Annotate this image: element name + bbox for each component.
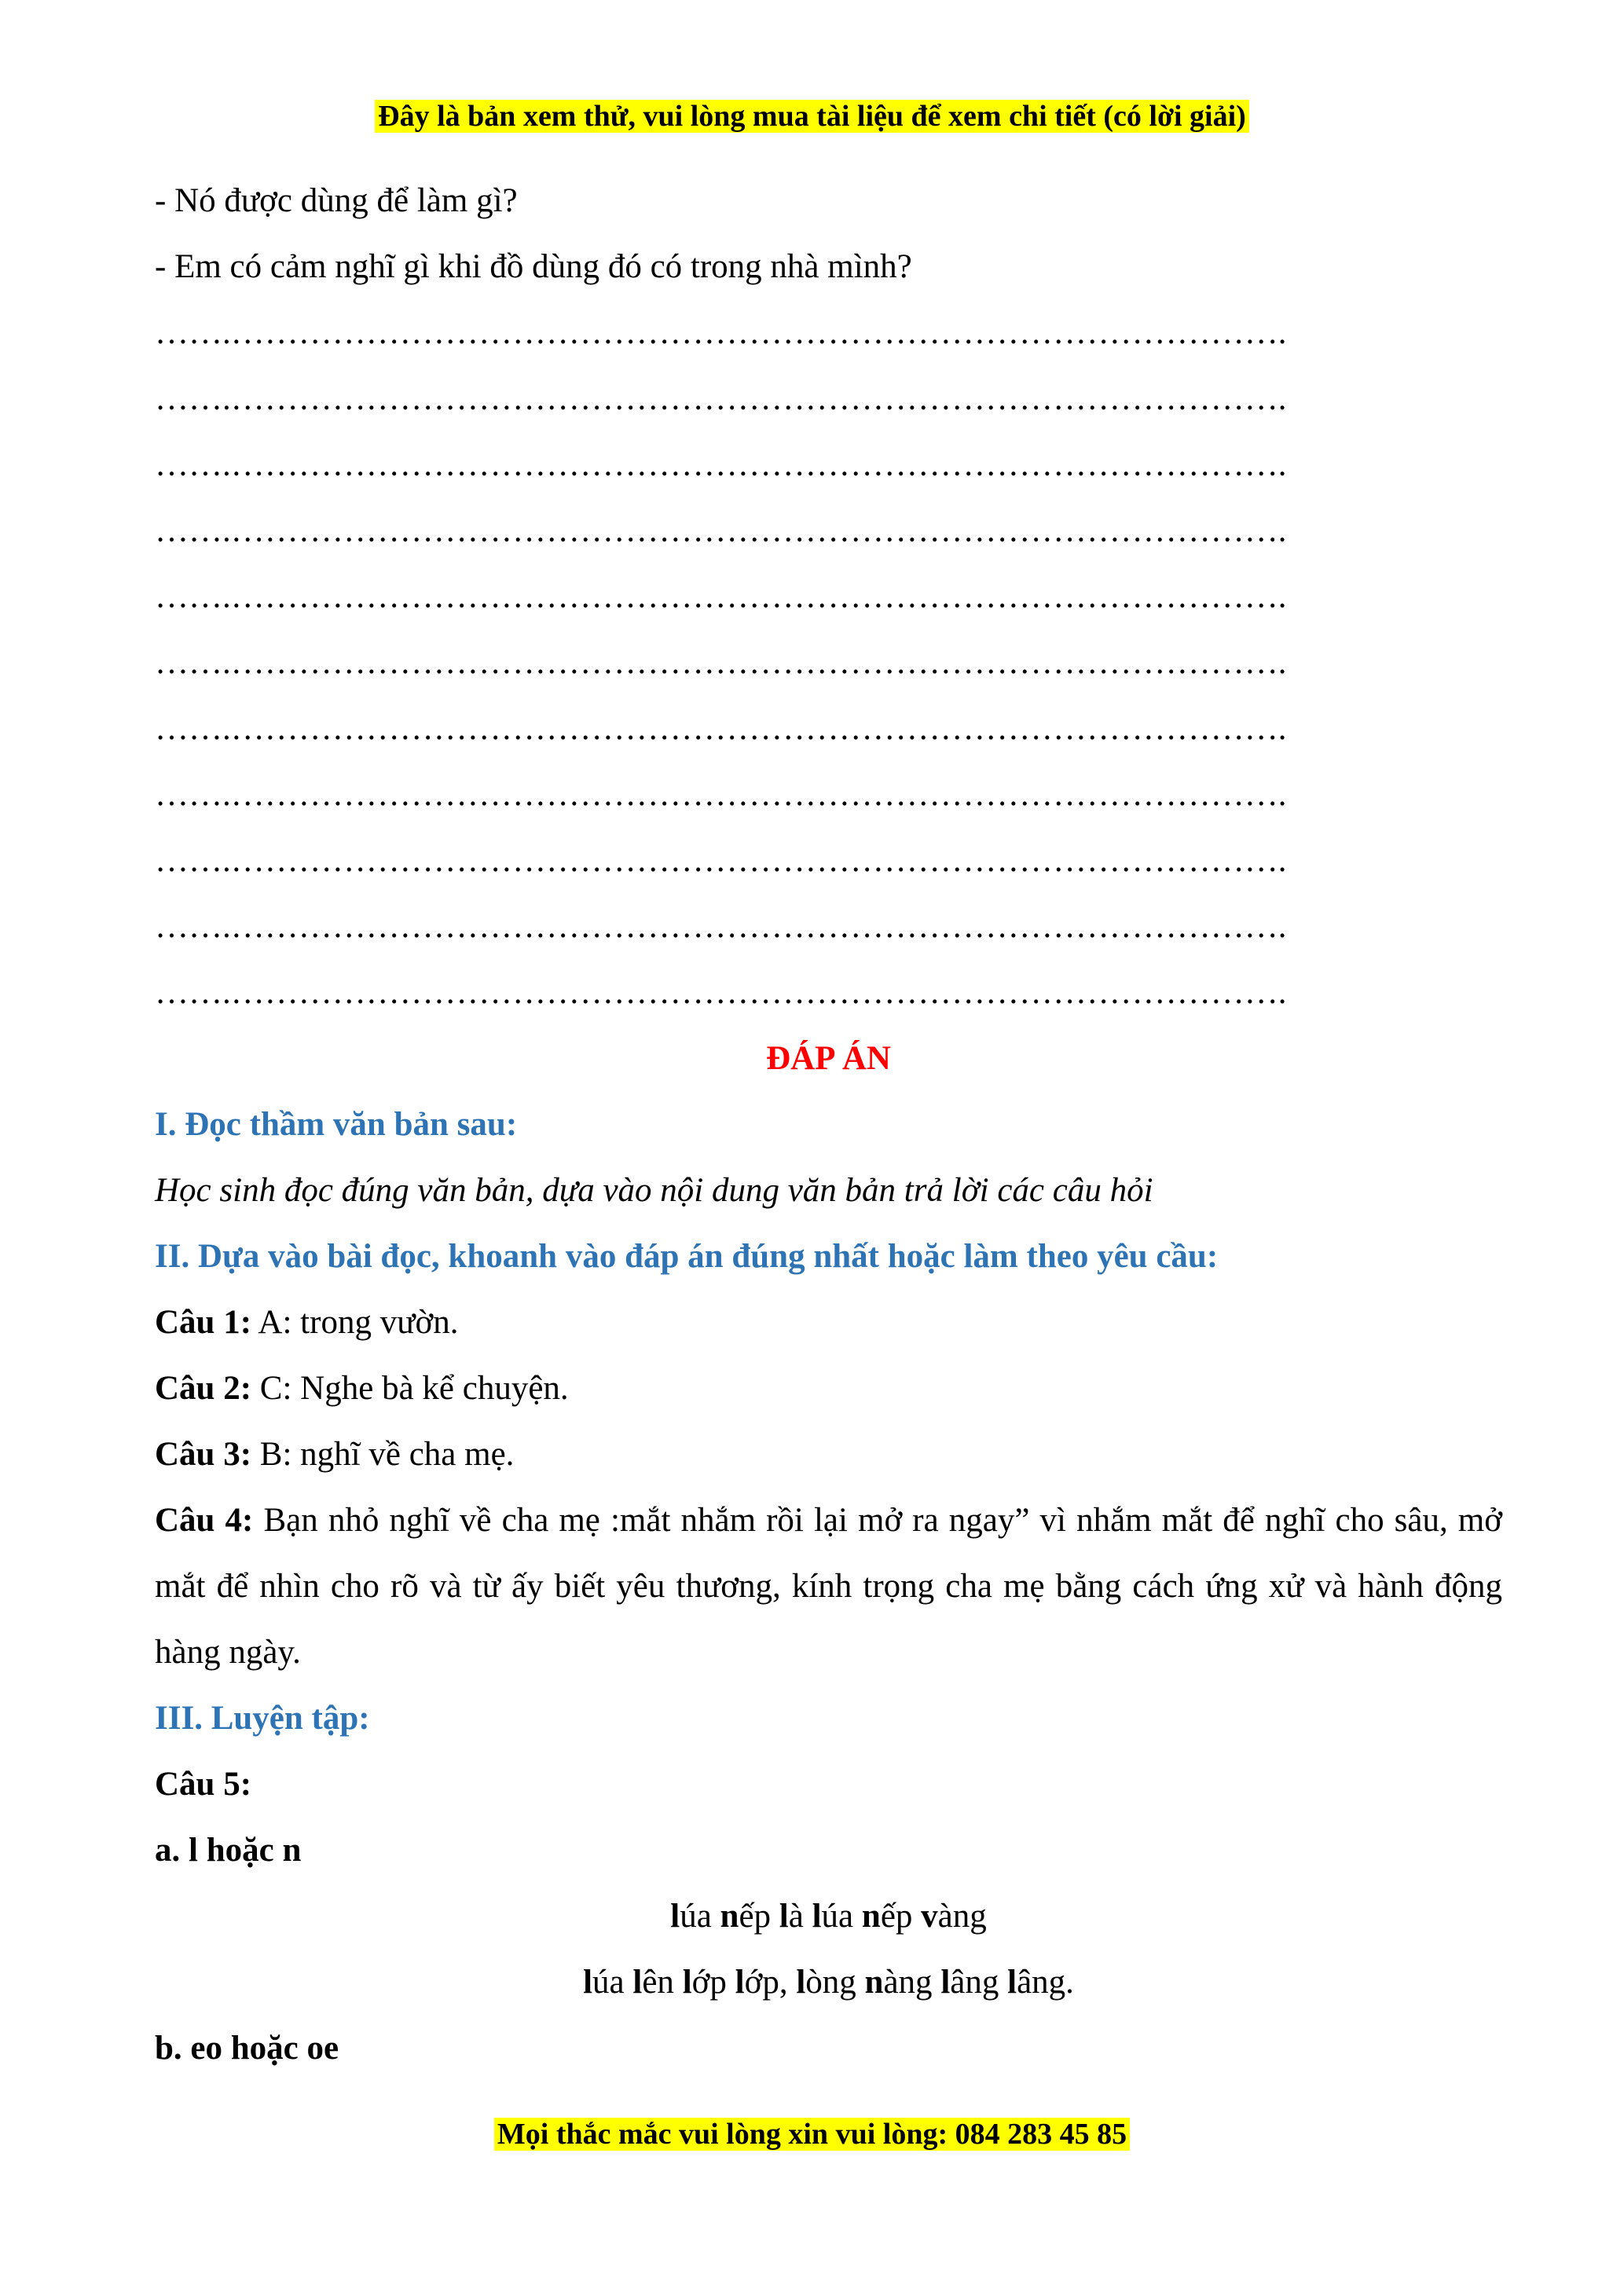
answer-item xyxy=(155,1356,1502,1422)
poem-line-1 xyxy=(155,1884,1502,1950)
question-feeling: - Em có cảm nghĩ gì khi đồ dùng đó có trong nhà mình? xyxy=(155,248,912,285)
answer-text: A: trong vườn. xyxy=(251,1304,459,1341)
poem-text: ên xyxy=(642,1964,683,2001)
poem-line-2 xyxy=(155,1950,1502,2016)
section-1-text: Học sinh đọc đúng văn bản, dựa vào nội dung văn bản trả lời các câu hỏi xyxy=(155,1172,1153,1209)
question-5-label: Câu 5: xyxy=(155,1766,252,1803)
answer-text: C: Nghe bà kể chuyện. xyxy=(251,1370,569,1407)
answer-dot-line: …….…………………………………………………………………………………. xyxy=(155,710,1287,747)
answer-dot-line: …….…………………………………………………………………………………. xyxy=(155,512,1287,549)
answer-dot-line: …….…………………………………………………………………………………. xyxy=(155,776,1287,813)
poem-bold-letter: v xyxy=(921,1898,938,1935)
poem-bold-letter: n xyxy=(861,1898,881,1935)
answer-item xyxy=(155,1290,1502,1356)
poem-bold-letter: n xyxy=(864,1964,884,2001)
poem-bold-letter: l xyxy=(632,1964,643,2001)
poem-text: âng. xyxy=(1017,1964,1074,2001)
poem-bold-letter: l xyxy=(670,1898,680,1935)
contact-notice-banner xyxy=(0,2115,1624,2153)
answer-text: B: nghĩ về cha mẹ. xyxy=(251,1436,515,1473)
poem-text: ếp xyxy=(739,1898,779,1935)
answer-key-title: ĐÁP ÁN xyxy=(766,1040,891,1077)
answer-dot-line: …….…………………………………………………………………………………. xyxy=(155,908,1287,945)
answer-label: Câu 1: xyxy=(155,1304,252,1341)
poem-bold-letter: l xyxy=(940,1964,951,2001)
section-2-title: II. Dựa vào bài đọc, khoanh vào đáp án đúng nhất hoặc làm theo yêu cầu: xyxy=(155,1238,1219,1275)
answer-item xyxy=(155,1488,1502,1686)
poem-text: ớp, xyxy=(744,1964,797,2001)
poem-text: àng xyxy=(883,1964,941,2001)
poem-bold-letter: n xyxy=(720,1898,739,1935)
answer-dot-line: …….…………………………………………………………………………………. xyxy=(155,974,1287,1011)
poem-bold-letter: l xyxy=(583,1964,593,2001)
poem-bold-letter: l xyxy=(682,1964,692,2001)
poem-text: àng xyxy=(937,1898,987,1935)
poem-bold-letter: l xyxy=(735,1964,745,2001)
answer-dot-line: …….…………………………………………………………………………………. xyxy=(155,578,1287,615)
preview-notice-banner xyxy=(0,97,1624,135)
poem-bold-letter: l xyxy=(796,1964,806,2001)
answer-label: Câu 2: xyxy=(155,1370,252,1407)
poem-text: ếp xyxy=(880,1898,922,1935)
answer-dot-line: …….…………………………………………………………………………………. xyxy=(155,644,1287,681)
part-b-label: b. eo hoặc oe xyxy=(155,2030,339,2067)
document-body xyxy=(155,168,1502,2082)
answer-dot-line: …….…………………………………………………………………………………. xyxy=(155,314,1287,351)
poem-text: à xyxy=(788,1898,812,1935)
poem-text: âng xyxy=(950,1964,1008,2001)
answer-dot-line: …….…………………………………………………………………………………. xyxy=(155,380,1287,417)
poem-text: òng xyxy=(805,1964,865,2001)
poem-text: úa xyxy=(821,1898,862,1935)
answer-text: Bạn nhỏ nghĩ về cha mẹ :mắt nhắm rồi lại mở ra ngay” vì nhắm mắt để nghĩ cho sâu, mở mắt để nhìn cho rõ và từ ấy biết yêu thương, kính trọng cha mẹ bằng cách ứng xử và hành động hàng ngày. xyxy=(155,1502,1502,1671)
poem-bold-letter: l xyxy=(779,1898,789,1935)
preview-notice-text: Đây là bản xem thử, vui lòng mua tài liệu để xem chi tiết (có lời giải) xyxy=(375,100,1249,133)
poem-text: ớp xyxy=(691,1964,735,2001)
poem-text: úa xyxy=(680,1898,720,1935)
section-3-title: III. Luyện tập: xyxy=(155,1700,370,1737)
contact-notice-text: Mọi thắc mắc vui lòng xin vui lòng: 084 283 45 85 xyxy=(494,2118,1130,2151)
answer-dot-line: …….…………………………………………………………………………………. xyxy=(155,446,1287,483)
part-a-label: a. l hoặc n xyxy=(155,1832,302,1869)
answer-label: Câu 3: xyxy=(155,1436,252,1473)
answer-dot-line: …….…………………………………………………………………………………. xyxy=(155,842,1287,879)
answer-label: Câu 4: xyxy=(155,1502,254,1539)
answer-item xyxy=(155,1422,1502,1488)
question-use: - Nó được dùng để làm gì? xyxy=(155,182,518,219)
poem-bold-letter: l xyxy=(1007,1964,1017,2001)
section-1-title: I. Đọc thầm văn bản sau: xyxy=(155,1106,518,1143)
poem-bold-letter: l xyxy=(812,1898,822,1935)
poem-text: úa xyxy=(592,1964,633,2001)
